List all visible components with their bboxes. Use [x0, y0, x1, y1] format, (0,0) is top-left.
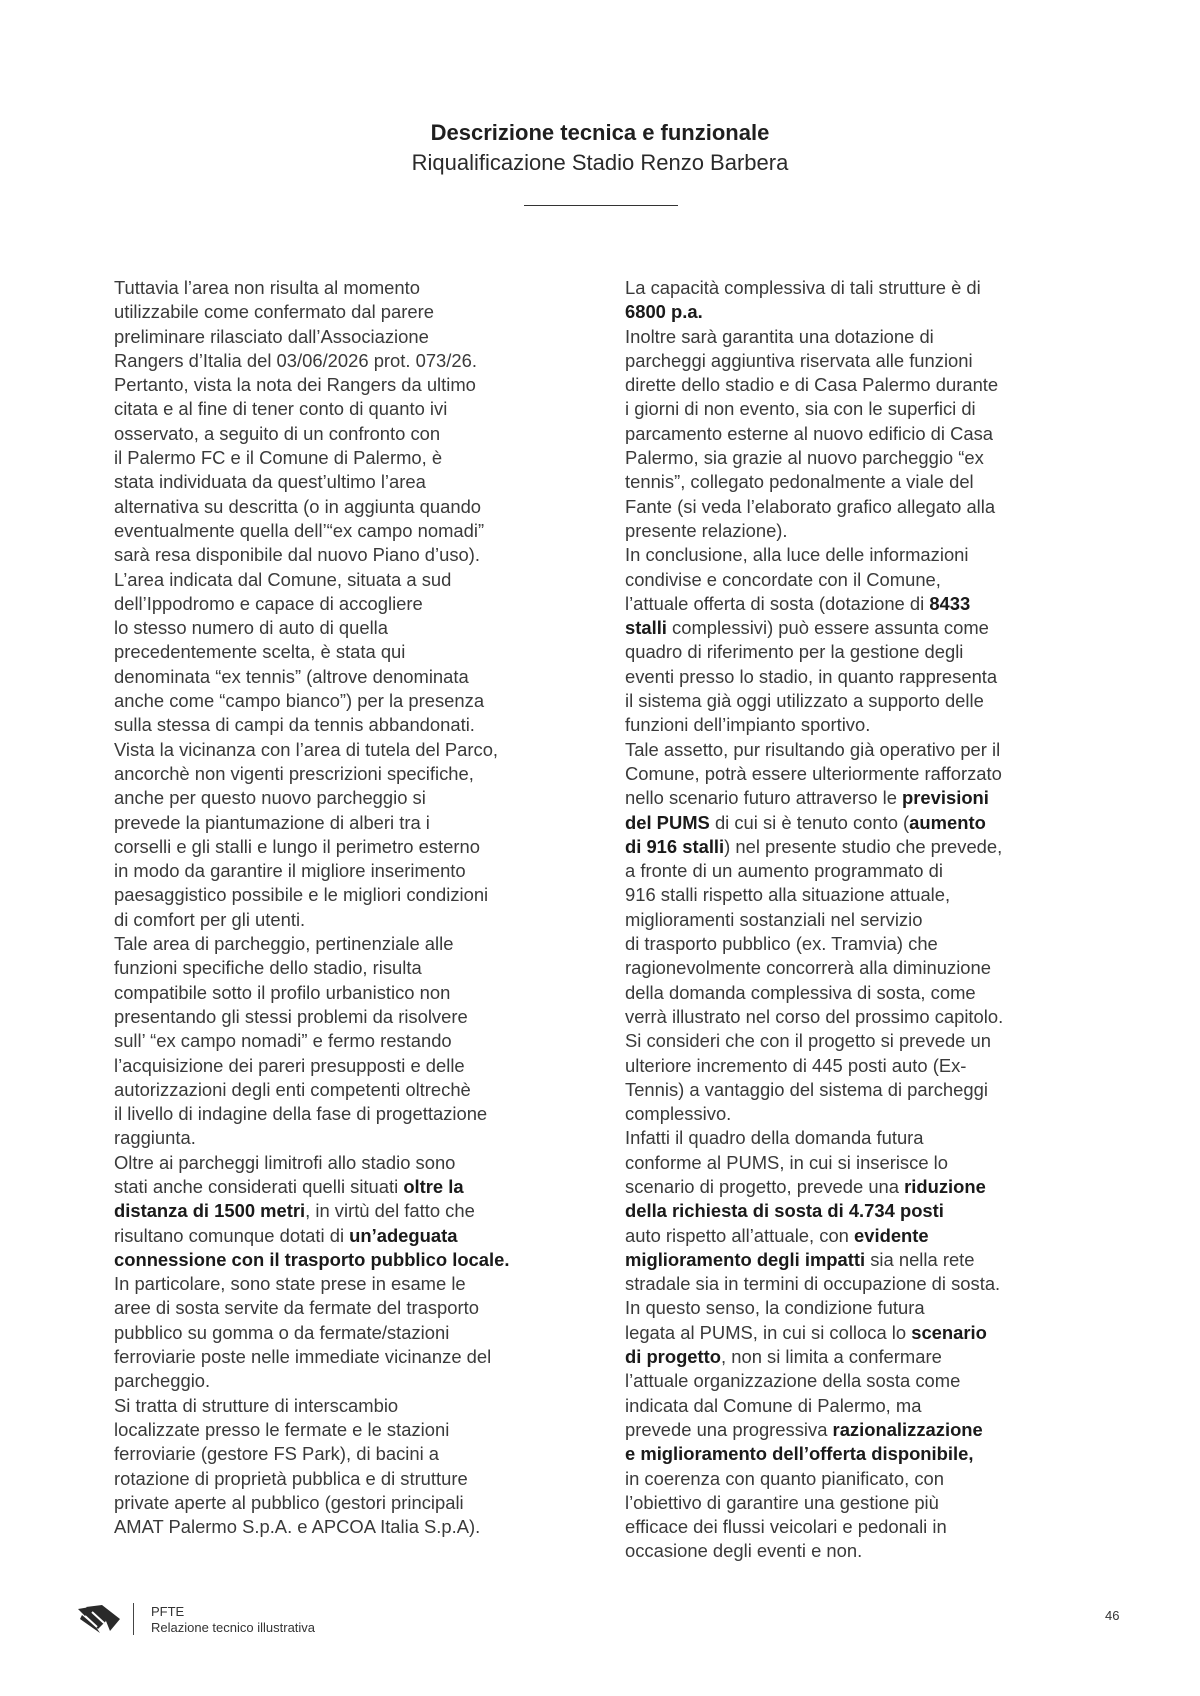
text-segment: rotazione di proprietà pubblica e di strutture — [114, 1467, 468, 1489]
text-segment: Si tratta di strutture di interscambio — [114, 1394, 399, 1416]
text-segment: il sistema già oggi utilizzato a supporto delle — [625, 690, 984, 712]
text-segment: L’area indicata dal Comune, situata a sud — [114, 568, 452, 590]
text-segment: ) nel presente studio che prevede, — [724, 835, 1003, 857]
text-line — [114, 1272, 614, 1296]
text-line — [625, 956, 1125, 980]
bold-text-segment: del PUMS — [625, 811, 710, 833]
text-segment: ferroviarie (gestore FS Park), di bacini a — [114, 1443, 440, 1465]
text-line — [114, 1491, 614, 1515]
text-segment: Vista la vicinanza con l’area di tutela del Parco, — [114, 738, 499, 760]
text-line — [625, 908, 1125, 932]
text-line — [625, 325, 1125, 349]
text-segment: La capacità complessiva di tali strutture è di — [625, 277, 981, 298]
text-line — [625, 276, 1125, 300]
text-segment: l’acquisizione dei pareri presupposti e delle — [114, 1054, 465, 1076]
text-line — [625, 349, 1125, 373]
bold-text-segment: di 916 stalli — [625, 835, 725, 857]
text-line — [625, 689, 1125, 713]
text-line — [114, 689, 614, 713]
text-line — [625, 811, 1125, 835]
text-line — [114, 1248, 614, 1272]
text-segment: dell’Ippodromo e capace di accogliere — [114, 592, 423, 614]
text-segment: tennis”, collegato pedonalmente a viale del — [625, 471, 974, 493]
text-segment: autorizzazioni degli enti competenti oltrechè — [114, 1078, 471, 1100]
text-line — [114, 859, 614, 883]
bold-text-segment: 6800 p.a. — [625, 301, 703, 323]
text-segment: , non si limita a confermare — [721, 1346, 942, 1368]
text-segment: l’attuale organizzazione della sosta come — [625, 1370, 961, 1392]
text-line — [114, 883, 614, 907]
footer-separator — [133, 1603, 134, 1635]
text-segment: Infatti il quadro della domanda futura — [625, 1127, 924, 1149]
text-segment: miglioramenti sostanziali nel servizio — [625, 908, 923, 930]
text-segment: presente relazione). — [625, 519, 788, 541]
text-line — [625, 1224, 1125, 1248]
text-line — [114, 1418, 614, 1442]
text-line — [625, 786, 1125, 810]
text-segment: in modo da garantire il migliore inserimento — [114, 860, 466, 882]
text-segment: pubblico su gomma o da fermate/stazioni — [114, 1321, 450, 1343]
text-line — [625, 713, 1125, 737]
text-segment: di trasporto pubblico (ex. Tramvia) che — [625, 933, 938, 955]
text-segment: ancorchè non vigenti prescrizioni specifiche, — [114, 762, 474, 784]
text-segment: conforme al PUMS, in cui si inserisce lo — [625, 1151, 948, 1173]
text-line — [625, 859, 1125, 883]
text-line — [625, 932, 1125, 956]
text-line — [114, 373, 614, 397]
text-segment: dirette dello stadio e di Casa Palermo durante — [625, 374, 999, 396]
text-segment: complessivi) può essere assunta come — [666, 617, 989, 639]
text-line — [625, 835, 1125, 859]
text-line — [625, 373, 1125, 397]
text-segment: parcamento esterne al nuovo edificio di Casa — [625, 422, 994, 444]
text-line — [625, 1029, 1125, 1053]
text-segment: sia nella rete — [865, 1248, 975, 1270]
footer-label: PFTE — [151, 1604, 185, 1619]
text-segment: della domanda complessiva di sosta, come — [625, 981, 976, 1003]
text-segment: Tennis) a vantaggio del sistema di parcheggi — [625, 1078, 988, 1100]
text-line — [114, 1054, 614, 1078]
text-line — [114, 422, 614, 446]
text-segment: parcheggi aggiuntiva riservata alle funzioni — [625, 349, 973, 371]
text-segment: Inoltre sarà garantita una dotazione di — [625, 325, 934, 347]
bold-text-segment: un’adeguata — [349, 1224, 458, 1246]
text-line — [625, 568, 1125, 592]
text-segment: In conclusione, alla luce delle informazioni — [625, 544, 969, 566]
page-number: 46 — [1105, 1608, 1120, 1623]
text-segment: stata individuata da quest’ultimo l’area — [114, 471, 426, 493]
text-segment: 916 stalli rispetto alla situazione attuale, — [625, 884, 951, 906]
text-line — [114, 325, 614, 349]
text-line — [114, 1394, 614, 1418]
text-segment: funzioni dell’impianto sportivo. — [625, 714, 871, 736]
text-line — [114, 1442, 614, 1466]
text-line — [625, 1539, 1125, 1563]
text-segment: di comfort per gli utenti. — [114, 908, 306, 930]
text-line — [114, 1345, 614, 1369]
text-line — [114, 956, 614, 980]
text-segment: di cui si è tenuto conto ( — [709, 811, 910, 833]
text-line — [114, 908, 614, 932]
text-line — [625, 1321, 1125, 1345]
text-line — [625, 1005, 1125, 1029]
text-segment: corselli e gli stalli e lungo il perimetro esterno — [114, 835, 480, 857]
text-line — [114, 1151, 614, 1175]
text-line — [625, 1199, 1125, 1223]
text-segment: Comune, potrà essere ulteriormente rafforzato — [625, 762, 1002, 784]
document-title: Descrizione tecnica e funzionale — [430, 120, 770, 145]
text-segment: denominata “ex tennis” (altrove denominata — [114, 665, 469, 687]
text-line — [625, 883, 1125, 907]
text-segment: Tale assetto, pur risultando già operativo per il — [625, 738, 1001, 760]
text-line — [114, 276, 614, 300]
footer-sublabel: Relazione tecnico illustrativa — [151, 1620, 316, 1635]
text-segment: sull’ “ex campo nomadi” e fermo restando — [114, 1030, 452, 1052]
bold-text-segment: distanza di 1500 metri — [114, 1200, 306, 1222]
text-segment: precedentemente scelta, è stata qui — [114, 641, 406, 663]
text-line — [625, 1491, 1125, 1515]
text-line — [625, 981, 1125, 1005]
text-line — [114, 1321, 614, 1345]
text-line — [114, 446, 614, 470]
text-line — [114, 397, 614, 421]
text-line — [114, 811, 614, 835]
text-line — [625, 1078, 1125, 1102]
text-line — [625, 519, 1125, 543]
text-line — [114, 616, 614, 640]
text-line — [114, 1224, 614, 1248]
footer-caption — [151, 1604, 315, 1636]
text-segment: osservato, a seguito di un confronto con — [114, 422, 441, 444]
text-line — [114, 981, 614, 1005]
text-line — [114, 568, 614, 592]
text-segment: il Palermo FC e il Comune di Palermo, è — [114, 447, 443, 469]
team-crest-logo-icon — [76, 1603, 126, 1635]
bold-text-segment: stalli — [625, 617, 667, 639]
bold-text-segment: di progetto — [625, 1346, 722, 1368]
text-line — [114, 1029, 614, 1053]
text-line — [114, 1175, 614, 1199]
text-segment: stati anche considerati quelli situati — [114, 1175, 404, 1197]
text-line — [625, 1126, 1125, 1150]
text-segment: anche come “campo bianco”) per la presenza — [114, 690, 485, 712]
text-segment: a fronte di un aumento programmato di — [625, 860, 943, 882]
text-column-right — [625, 276, 1125, 1564]
text-line — [625, 1151, 1125, 1175]
bold-text-segment: scenario — [911, 1321, 987, 1343]
text-line — [114, 495, 614, 519]
bold-text-segment: miglioramento degli impatti — [625, 1248, 866, 1270]
bold-text-segment: razionalizzazione — [832, 1418, 983, 1440]
bold-text-segment: 8433 — [929, 592, 971, 614]
document-subtitle: Riqualificazione Stadio Renzo Barbera — [411, 150, 789, 175]
text-segment: complessivo. — [625, 1103, 732, 1125]
text-segment: Oltre ai parcheggi limitrofi allo stadio sono — [114, 1151, 456, 1173]
text-segment: alternativa su descritta (o in aggiunta quando — [114, 495, 482, 517]
text-line — [114, 1078, 614, 1102]
bold-text-segment: evidente — [854, 1224, 929, 1246]
text-segment: indicata dal Comune di Palermo, ma — [625, 1394, 922, 1416]
text-segment: utilizzabile come confermato dal parere — [114, 301, 434, 323]
text-line — [114, 519, 614, 543]
bold-text-segment: riduzione — [904, 1175, 986, 1197]
text-line — [625, 1394, 1125, 1418]
text-line — [625, 1175, 1125, 1199]
text-line — [114, 762, 614, 786]
page-header — [0, 118, 1200, 178]
text-segment: ragionevolmente concorrerà alla diminuzione — [625, 957, 991, 979]
text-line — [625, 1248, 1125, 1272]
text-line — [114, 1467, 614, 1491]
text-line — [114, 835, 614, 859]
text-segment: legata al PUMS, in cui si colloca lo — [625, 1321, 912, 1343]
text-segment: condivise e concordate con il Comune, — [625, 568, 941, 590]
text-segment: nello scenario futuro attraverso le — [625, 787, 903, 809]
text-segment: Tuttavia l’area non risulta al momento — [114, 277, 420, 298]
text-segment: sarà resa disponibile dal nuovo Piano d’uso). — [114, 544, 480, 566]
text-segment: In particolare, sono state prese in esame le — [114, 1273, 466, 1295]
text-segment: raggiunta. — [114, 1127, 196, 1149]
text-segment: Palermo, sia grazie al nuovo parcheggio “ex — [625, 447, 984, 469]
text-segment: , in virtù del fatto che — [305, 1200, 475, 1222]
text-segment: prevede la piantumazione di alberi tra i — [114, 811, 430, 833]
text-segment: citata e al fine di tener conto di quanto ivi — [114, 398, 448, 420]
text-line — [114, 1126, 614, 1150]
text-line — [114, 543, 614, 567]
text-segment: In questo senso, la condizione futura — [625, 1297, 925, 1319]
text-line — [114, 349, 614, 373]
text-line — [625, 762, 1125, 786]
text-segment: aree di sosta servite da fermate del trasporto — [114, 1297, 479, 1319]
text-segment: ferroviarie poste nelle immediate vicinanze del — [114, 1346, 492, 1368]
text-segment: Tale area di parcheggio, pertinenziale alle — [114, 933, 454, 955]
text-line — [625, 1418, 1125, 1442]
text-line — [114, 640, 614, 664]
text-segment: il livello di indagine della fase di progettazione — [114, 1103, 488, 1125]
text-line — [114, 1199, 614, 1223]
text-segment: occasione degli eventi e non. — [625, 1540, 863, 1562]
text-line — [625, 1442, 1125, 1466]
text-line — [625, 1296, 1125, 1320]
bold-text-segment: e miglioramento dell’offerta disponibile, — [625, 1443, 974, 1465]
bold-text-segment: previsioni — [902, 787, 989, 809]
text-line — [625, 446, 1125, 470]
text-line — [625, 470, 1125, 494]
text-segment: funzioni specifiche dello stadio, risulta — [114, 957, 422, 979]
text-line — [625, 1272, 1125, 1296]
text-line — [114, 300, 614, 324]
text-line — [625, 616, 1125, 640]
text-line — [114, 738, 614, 762]
text-segment: preliminare rilasciato dall’Associazione — [114, 325, 429, 347]
text-segment: lo stesso numero di auto di quella — [114, 617, 388, 639]
text-segment: i giorni di non evento, sia con le superfici di — [625, 398, 976, 420]
text-column-left — [114, 276, 614, 1539]
text-segment: compatibile sotto il profilo urbanistico non — [114, 981, 451, 1003]
text-line — [114, 932, 614, 956]
text-line — [625, 495, 1125, 519]
text-segment: Fante (si veda l’elaborato grafico allegato alla — [625, 495, 996, 517]
text-segment: auto rispetto all’attuale, con — [625, 1224, 855, 1246]
text-segment: l’obiettivo di garantire una gestione più — [625, 1491, 939, 1513]
text-segment: Pertanto, vista la nota dei Rangers da ultimo — [114, 374, 476, 396]
text-segment: presentando gli stessi problemi da risolvere — [114, 1005, 468, 1027]
text-line — [625, 1369, 1125, 1393]
text-segment: l’attuale offerta di sosta (dotazione di — [625, 592, 930, 614]
text-line — [625, 1345, 1125, 1369]
text-line — [625, 665, 1125, 689]
title-divider — [524, 205, 678, 206]
text-segment: localizzate presso le fermate e le stazioni — [114, 1418, 450, 1440]
text-segment: ulteriore incremento di 445 posti auto (Ex- — [625, 1054, 967, 1076]
text-segment: efficace dei flussi veicolari e pedonali in — [625, 1516, 947, 1538]
bold-text-segment: aumento — [909, 811, 986, 833]
text-line — [625, 543, 1125, 567]
text-line — [114, 1102, 614, 1126]
text-line — [625, 1467, 1125, 1491]
text-line — [625, 738, 1125, 762]
text-line — [625, 1515, 1125, 1539]
text-segment: stradale sia in termini di occupazione di sosta. — [625, 1273, 1001, 1295]
text-segment: scenario di progetto, prevede una — [625, 1175, 905, 1197]
text-segment: anche per questo nuovo parcheggio si — [114, 787, 426, 809]
text-line — [114, 665, 614, 689]
text-line — [114, 1369, 614, 1393]
text-line — [625, 592, 1125, 616]
text-line — [114, 786, 614, 810]
text-line — [625, 640, 1125, 664]
text-segment: private aperte al pubblico (gestori principali — [114, 1491, 464, 1513]
bold-text-segment: della richiesta di sosta di 4.734 posti — [625, 1200, 944, 1222]
text-segment: in coerenza con quanto pianificato, con — [625, 1467, 944, 1489]
text-segment: paesaggistico possibile e le migliori condizioni — [114, 884, 489, 906]
text-segment: eventualmente quella dell’“ex campo nomadi” — [114, 519, 485, 541]
text-line — [114, 470, 614, 494]
text-segment: Rangers d’Italia del 03/06/2026 prot. 073/26. — [114, 349, 477, 371]
text-segment: parcheggio. — [114, 1370, 211, 1392]
text-segment: AMAT Palermo S.p.A. e APCOA Italia S.p.A). — [114, 1516, 481, 1538]
text-segment: eventi presso lo stadio, in quanto rappresenta — [625, 665, 998, 687]
bold-text-segment: connessione con il trasporto pubblico locale. — [114, 1248, 510, 1270]
text-line — [114, 1296, 614, 1320]
text-line — [114, 592, 614, 616]
text-line — [114, 1005, 614, 1029]
text-segment: quadro di riferimento per la gestione degli — [625, 641, 964, 663]
text-line — [625, 300, 1125, 324]
text-segment: prevede una progressiva — [625, 1418, 833, 1440]
bold-text-segment: oltre la — [403, 1175, 464, 1197]
text-line — [625, 422, 1125, 446]
text-line — [114, 713, 614, 737]
text-segment: verrà illustrato nel corso del prossimo capitolo. — [625, 1005, 1004, 1027]
text-segment: risultano comunque dotati di — [114, 1224, 350, 1246]
text-line — [625, 1054, 1125, 1078]
text-line — [114, 1515, 614, 1539]
text-line — [625, 1102, 1125, 1126]
text-line — [625, 397, 1125, 421]
text-segment: Si consideri che con il progetto si prevede un — [625, 1030, 991, 1052]
text-segment: sulla stessa di campi da tennis abbandonati. — [114, 714, 475, 736]
